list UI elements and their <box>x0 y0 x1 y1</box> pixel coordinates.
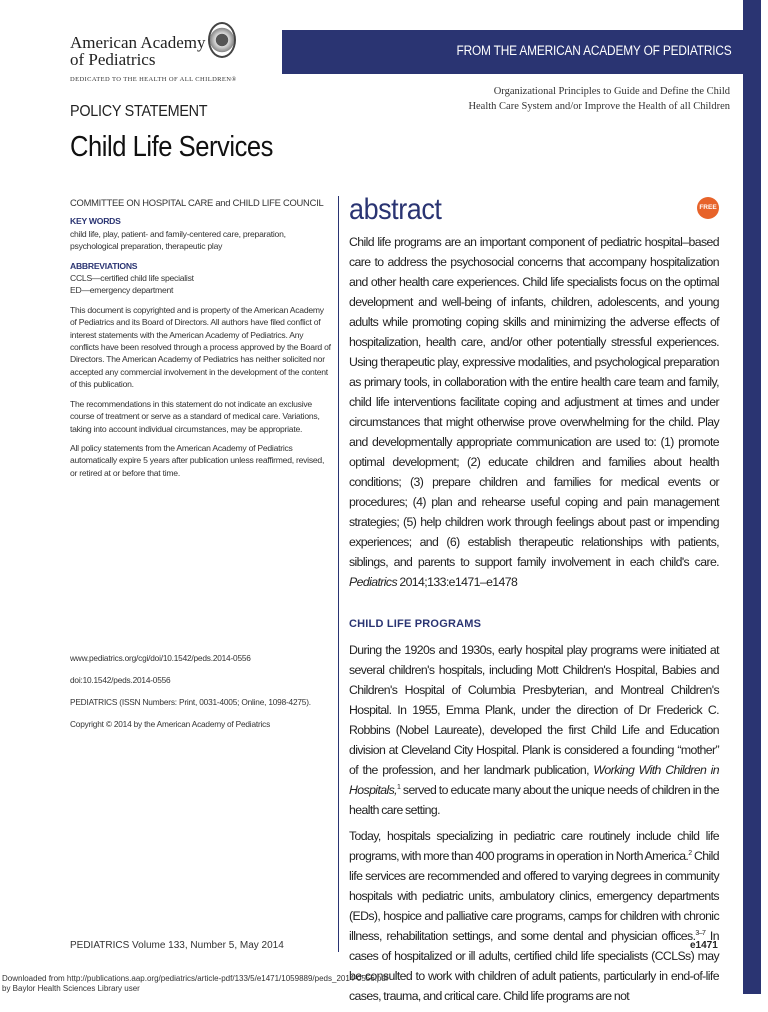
org-tagline: DEDICATED TO THE HEALTH OF ALL CHILDREN® <box>70 76 237 83</box>
doi: doi:10.1542/peds.2014-0556 <box>70 675 171 685</box>
book-title: Working With Children in Hospitals, <box>349 763 719 797</box>
abstract-text: Child life programs are an important component of pediatric hospital–based care to address the psychosocial concerns that accompany hospitalization and other health care experiences. Child life specialists focus on the optimal development and well-being of infants, children, adolescents, and young adults while promoting coping skills and minimizing the adverse effects of hospitalization, health care, and/or other potentially stressful experiences. Using therapeutic play, expressive modalities, and psychological preparation as primary tools, in collaboration with the entire health care team and family, child life interventions facilitate coping and adjustment at times and under circumstances that might otherwise prove overwhelming for the child. Play and developmentally appropriate communication are used to: (1) promote optimal development; (2) educate children and families about health conditions; (3) prepare children and families for medical events or procedures; (4) plan and rehearse useful coping and pain management strategies; (5) help children work through feelings about past or impending experiences; and (6) establish therapeutic relationships with patients, siblings, and parents to support family involvement in each child's care. <box>349 235 719 569</box>
paragraph-text: During the 1920s and 1930s, early hospital play programs were initiated at several children's hospitals, including Mott Children's Hospital, Babies and Children's Hospital of Columbia Presbyterian, and Montreal Children's Hospital. In 1955, Emma Plank, under the direction of Dr Frederick C. Robbins (Nobel Laureate), developed the first Child Life and Education division at Cleveland City Hospital. Plank is considered a founding “mother” of the profession, and her landmark publication, <box>349 643 719 777</box>
journal-footer: PEDIATRICS Volume 133, Number 5, May 2014 <box>70 940 284 951</box>
publication-info <box>70 652 332 740</box>
abbreviation: ED—emergency department <box>70 285 174 296</box>
paragraph-text: served to educate many about the unique needs of children in the health care setting. <box>349 783 719 817</box>
main-column <box>349 192 719 1012</box>
subtitle-line: Organizational Principles to Guide and Define the Child <box>493 86 730 97</box>
article-url[interactable]: www.pediatrics.org/cgi/doi/10.1542/peds.2014-0556 <box>70 653 251 663</box>
page-number: e1471 <box>690 940 718 951</box>
org-name-line2: of Pediatrics <box>70 50 156 69</box>
paragraph-text: In cases of hospitalized or ill adults, certified child life specialists (CCLSs) may be consulted to work with children of adult patients, particularly in end-of-life cases, trauma, and critical care. Child life programs are not <box>349 929 719 1003</box>
keywords: child life, play, patient- and family-centered care, preparation, psychological preparation, therapeutic play <box>70 228 286 252</box>
article-type: POLICY STATEMENT <box>70 103 208 120</box>
series-subtitle <box>468 84 730 114</box>
edge-bar <box>743 0 761 994</box>
column-divider <box>338 196 339 952</box>
citation-journal: Pediatrics <box>349 575 397 589</box>
download-line: Downloaded from http://publications.aap.org/pediatrics/article-pdf/133/5/e1471/1059889/peds_2014-0556.pdf <box>2 974 389 983</box>
citation: 2014;133:e1471–e1478 <box>399 575 518 589</box>
abstract-body <box>349 232 719 592</box>
header-band <box>282 30 743 74</box>
copyright-notice: This document is copyrighted and is property of the American Academy of Pediatrics and its Board of Directors. All authors have filed conflict of interest statements with the American Academy of Pediatrics. Any conflicts have been resolved through a process approved by the Board of Directors. The American Academy of Pediatrics has neither solicited nor accepted any commercial involvement in the development of the content of this publication. <box>70 304 331 390</box>
abbreviations-heading: ABBREVIATIONS <box>70 260 138 271</box>
page-title: Child Life Services <box>70 131 273 163</box>
abbreviation: CCLS—certified child life specialist <box>70 273 194 284</box>
aap-seal-icon <box>208 22 236 58</box>
band-text: FROM THE AMERICAN ACADEMY OF PEDIATRICS <box>456 43 731 58</box>
org-name-line1: American Academy <box>70 33 206 52</box>
copyright: Copyright © 2014 by the American Academy of Pediatrics <box>70 719 271 729</box>
reference[interactable]: 2 <box>688 849 692 857</box>
paragraph-text: Child life services are recommended and offered to varying degrees in community hospitals with pediatric units, ambulatory clinics, emergency departments (EDs), hospice and palliative care programs, camps for children with chronic illness, rehabilitation settings, and some dental and physician offices. <box>349 849 719 943</box>
recommendation-notice: The recommendations in this statement do not indicate an exclusive course of treatment or serve as a standard of medical care. Variations, taking into account individual circumstances, may be appropriate. <box>70 398 320 434</box>
committee: COMMITTEE ON HOSPITAL CARE and CHILD LIFE COUNCIL <box>70 197 324 208</box>
reference[interactable]: 1 <box>397 783 401 791</box>
free-badge: FREE <box>697 197 719 219</box>
abstract-heading: abstract <box>349 193 442 226</box>
expiry-notice: All policy statements from the American Academy of Pediatrics automatically expire 5 years after publication unless reaffirmed, revised, or retired at or before that time. <box>70 442 325 478</box>
subtitle-line: Health Care System and/or Improve the Health of all Children <box>468 101 730 112</box>
issn: PEDIATRICS (ISSN Numbers: Print, 0031-4005; Online, 1098-4275). <box>70 697 311 707</box>
left-sidebar <box>70 197 332 486</box>
download-notice <box>2 974 388 994</box>
aap-logo <box>70 34 237 83</box>
section-heading: CHILD LIFE PROGRAMS <box>349 618 482 630</box>
keywords-heading: KEY WORDS <box>70 216 121 227</box>
section-body <box>349 640 719 1006</box>
download-line: by Baylor Health Sciences Library user <box>2 984 140 993</box>
paragraph-text: Today, hospitals specializing in pediatric care routinely include child life programs, with more than 400 programs in operation in North America. <box>349 829 719 863</box>
reference[interactable]: 3–7 <box>695 929 706 937</box>
